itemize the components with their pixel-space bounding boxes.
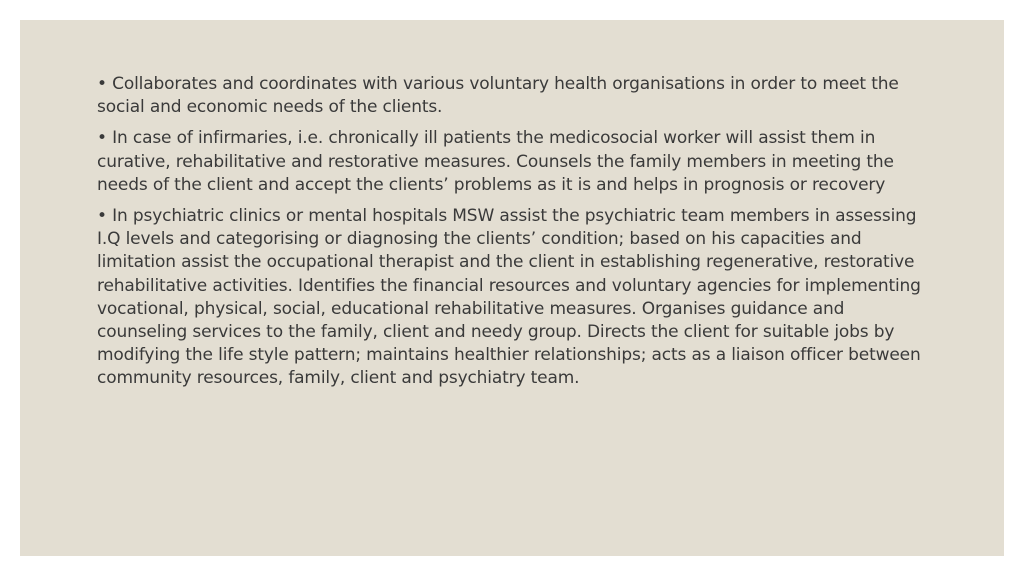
bullet-paragraph-infirmaries: • In case of infirmaries, i.e. chronically ill patients the medicosocial worker will assist them in curative, rehabilitative and restorative measures. Counsels the family members in meeting the needs of the client and accept the clients’ problems as it is and helps in prognosis or recovery xyxy=(97,128,894,195)
bullet-paragraph-psychiatric-clinics: • In psychiatric clinics or mental hospitals MSW assist the psychiatric team members in assessing I.Q levels and categorising or diagnosing the clients’ condition; based on his capacities and limitation assist the occupational therapist and the client in establishing regenerative, restorative rehabilitative activities. Identifies the financial resources and voluntary agencies for implementing vocational, physical, social, educational rehabilitative measures. Organises guidance and counseling services to the family, client and needy group. Directs the client for suitable jobs by modifying the life style pattern; maintains healthier relationships; acts as a liaison officer between community resources, family, client and psychiatry team. xyxy=(97,206,921,389)
bullet-paragraph-voluntary-health: • Collaborates and coordinates with various voluntary health organisations in order to meet the social and economic needs of the clients. xyxy=(97,74,899,118)
slide xyxy=(20,20,1004,556)
slide-content xyxy=(97,73,937,399)
